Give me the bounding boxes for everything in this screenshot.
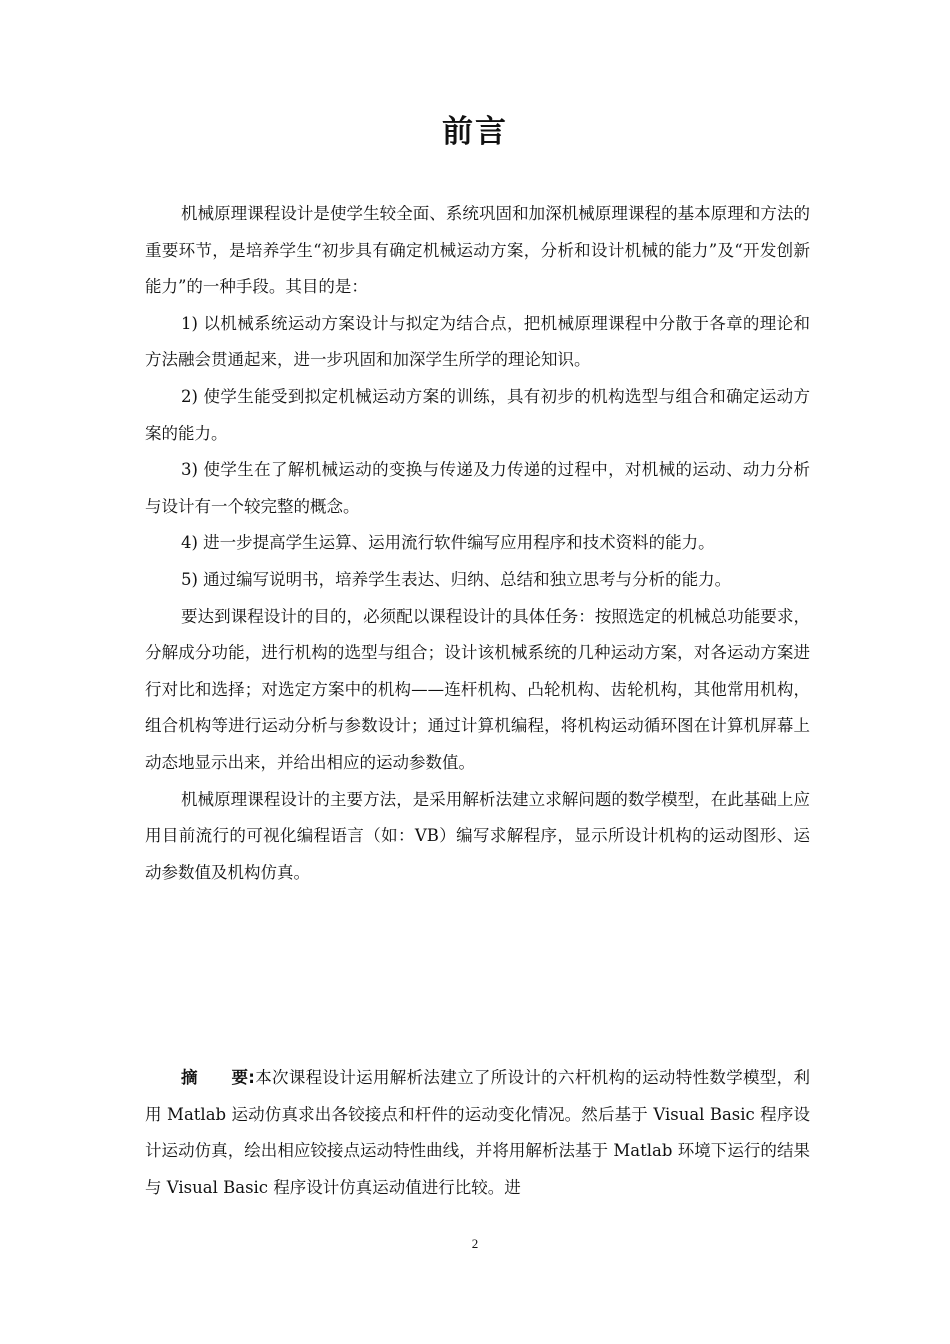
paragraph-item-5: 5) 通过编写说明书，培养学生表达、归纳、总结和独立思考与分析的能力。 <box>181 569 732 589</box>
page-title: 前言 <box>442 114 508 150</box>
paragraph-intro: 机械原理课程设计是使学生较全面、系统巩固和加深机械原理课程的基本原理和方法的重要环节，是培养学生“初步具有确定机械运动方案，分析和设计机械的能力”及“开发创新能力”的一种手段。其目的是： <box>145 204 810 297</box>
abstract-label: 摘 要: <box>181 1068 255 1087</box>
preface-body <box>145 196 810 891</box>
abstract-section <box>145 1060 810 1206</box>
abstract-text: 本次课程设计运用解析法建立了所设计的六杆机构的运动特性数学模型，利用 Matlab 运动仿真求出各铰接点和杆件的运动变化情况。然后基于 Visual Basic 程序设计运动仿真，绘出相应铰接点运动特性曲线，并将用解析法基于 Matlab 环境下运行的结果与 Visual Basic 程序设计仿真运动值进行比较。进 <box>145 1068 810 1197</box>
abstract-paragraph <box>145 1060 810 1206</box>
paragraph-item-4: 4) 进一步提高学生运算、运用流行软件编写应用程序和技术资料的能力。 <box>181 533 715 553</box>
paragraph-item-2: 2) 使学生能受到拟定机械运动方案的训练，具有初步的机构选型与组合和确定运动方案的能力。 <box>145 386 810 443</box>
paragraph-item-1: 1) 以机械系统运动方案设计与拟定为结合点，把机械原理课程中分散于各章的理论和方法融会贯通起来，进一步巩固和加深学生所学的理论知识。 <box>145 313 810 370</box>
paragraph-tasks: 要达到课程设计的目的，必须配以课程设计的具体任务：按照选定的机械总功能要求，分解成分功能，进行机构的选型与组合；设计该机械系统的几种运动方案，对各运动方案进行对比和选择；对选定方案中的机构——连杆机构、凸轮机构、齿轮机构，其他常用机构，组合机构等进行运动分析与参数设计；通过计算机编程，将机构运动循环图在计算机屏幕上动态地显示出来，并给出相应的运动参数值。 <box>145 606 810 772</box>
paragraph-methods: 机械原理课程设计的主要方法，是采用解析法建立求解问题的数学模型，在此基础上应用目前流行的可视化编程语言（如：VB）编写求解程序，显示所设计机构的运动图形、运动参数值及机构仿真。 <box>145 789 810 882</box>
page-number: 2 <box>471 1236 479 1251</box>
paragraph-item-3: 3) 使学生在了解机械运动的变换与传递及力传递的过程中，对机械的运动、动力分析与设计有一个较完整的概念。 <box>145 460 810 516</box>
